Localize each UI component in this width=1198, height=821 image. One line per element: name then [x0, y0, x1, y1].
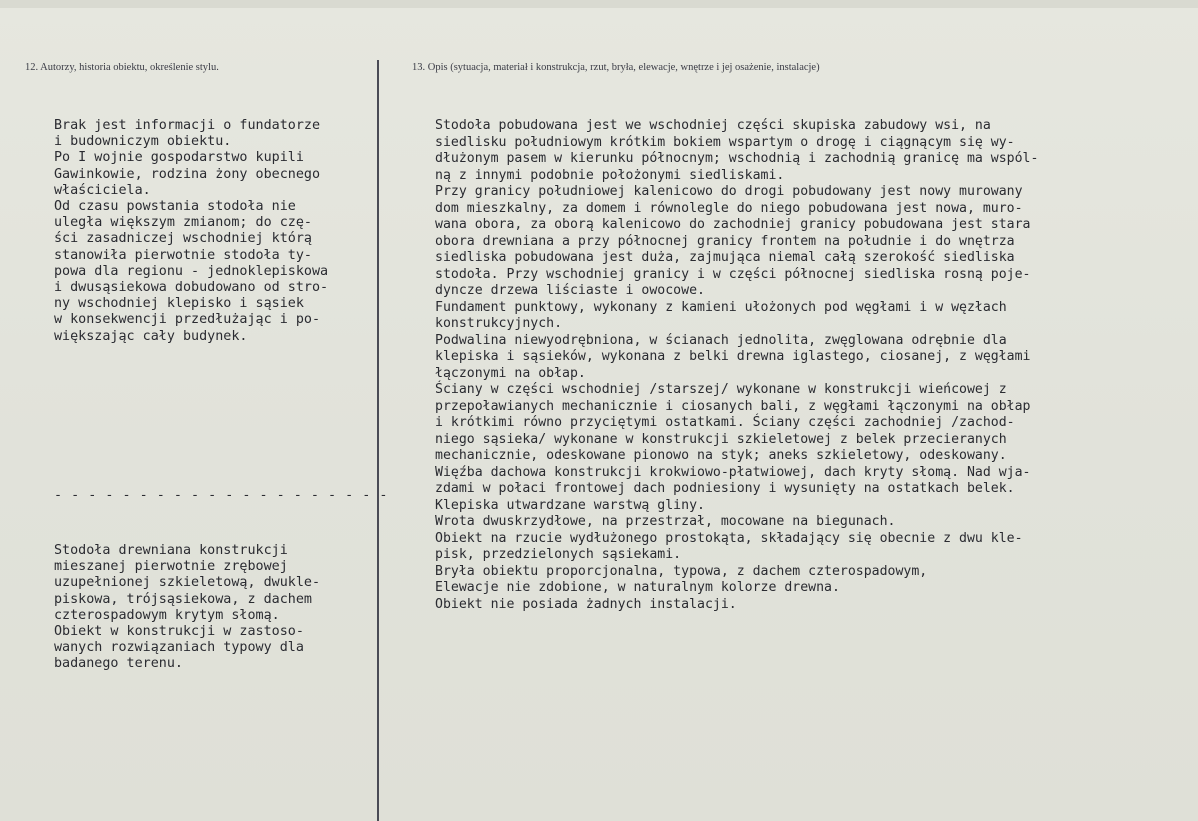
history-line: i dwusąsiekowa dobudowano od stro- [54, 280, 329, 296]
description-line: Podwalina niewyodrębniona, w ścianach jednolita, zwęglowana odrębnie dla [435, 332, 1007, 348]
description-line: Klepiska utwardzane warstwą gliny. [435, 497, 705, 513]
description-line: przepoławianych mechanicznie i ciosanych bali, z węgłami łączonymi na obłap [435, 398, 1031, 414]
description-line: siedlisku południowym krótkim bokiem wspartym o drogę i ciągnącym się wy- [435, 134, 1015, 150]
history-line: stanowiła pierwotnie stodoła ty- [54, 247, 312, 263]
style-line: badanego terenu. [54, 656, 183, 672]
description-line: siedliska pobudowana jest duża, zajmująca niemal całą szerokość siedliska [435, 250, 1015, 265]
history-line: uległa większym zmianom; do czę- [54, 215, 312, 231]
history-line: Gawinkowie, rodzina żony obecnego [54, 166, 321, 182]
description-line: Wrota dwuskrzydłowe, na przestrzał, mocowane na biegunach. [435, 514, 896, 529]
style-line: Stodoła drewniana konstrukcji [54, 543, 288, 558]
top-edge [0, 0, 1198, 8]
description-line: konstrukcyjnych. [435, 316, 563, 331]
description-line: stodoła. Przy wschodniej granicy i w części północnej siedliska rosną poje- [435, 266, 1031, 282]
description-line: niego sąsieka/ wykonane w konstrukcji szkieletowej z belek przecieranych [435, 431, 1007, 447]
description-line: mechanicznie, odeskowane pionowo na styk; aneks szkieletowy, odeskowany. [435, 448, 1007, 463]
description-line: Przy granicy południowej kalenicowo do drogi pobudowany jest nowy murowany [435, 184, 1023, 199]
description-text-block [435, 118, 1038, 613]
description-line: dłużonym pasem w kierunku północnym; wschodnią i zachodnią granicę ma wspól- [435, 151, 1039, 166]
description-line: dyncze drzewa liściaste i owocowe. [435, 283, 705, 298]
description-line: wana obora, za oborą kalenicowo do zachodniej granicy pobudowana jest stara [435, 217, 1031, 232]
description-line: zdami w połaci frontowej dach podniesiony i wysunięty na ostatkach belek. [435, 481, 1015, 496]
history-text-block [54, 118, 328, 345]
dashed-separator: - - - - - - - - - - - - - - - - - - - - [54, 488, 388, 503]
section-13-header: 13. Opis (sytuacja, materiał i konstrukcja, rzut, bryła, elewacje, wnętrze i jej osażenie, instalacje) [412, 62, 820, 73]
style-line: Obiekt w konstrukcji w zastoso- [54, 624, 304, 640]
section-12-header: 12. Autorzy, historia obiektu, określenie stylu. [25, 62, 219, 73]
description-line: Fundament punktowy, wykonany z kamieni ułożonych pod węgłami i w węzłach [435, 299, 1007, 315]
description-line: i krótkimi równo przyciętymi ostatkami. Ściany części zachodniej /zachod- [435, 415, 1015, 430]
style-line: czterospadowym krytym słomą. [54, 607, 280, 623]
description-line: Stodoła pobudowana jest we wschodniej części skupiska zabudowy wsi, na [435, 118, 991, 133]
history-line: właściciela. [54, 182, 151, 198]
description-line: Obiekt na rzucie wydłużonego prostokąta, składający się obecnie z dwu kle- [435, 530, 1023, 546]
history-line: ści zasadniczej wschodniej którą [54, 231, 312, 247]
history-line: Brak jest informacji o fundatorze [54, 118, 321, 133]
description-line: obora drewniana a przy północnej granicy frontem na południe i do wnętrza [435, 233, 1015, 249]
history-line: Od czasu powstania stodoła nie [54, 199, 296, 215]
description-line: pisk, przedzielonych sąsiekami. [435, 547, 682, 562]
style-line: mieszanej pierwotnie zrębowej [54, 559, 288, 575]
description-line: Elewacje nie zdobione, w naturalnym kolorze drewna. [435, 580, 840, 595]
history-line: powa dla regionu - jednoklepiskowa [54, 263, 329, 279]
style-line: uzupełnionej szkieletową, dwukle- [54, 575, 321, 591]
description-line: dom mieszkalny, za domem i równolegle do niego pobudowana jest nowa, muro- [435, 200, 1023, 216]
description-line: klepiska i sąsieków, wykonana z belki drewna iglastego, ciosanej, z węgłami [435, 349, 1031, 364]
history-line: większając cały budynek. [54, 328, 248, 344]
column-divider [377, 60, 379, 821]
description-line: Więźba dachowa konstrukcji krokwiowo-płatwiowej, dach kryty słomą. Nad wja- [435, 464, 1031, 480]
history-line: w konsekwencji przedłużając i po- [54, 312, 321, 328]
history-line: i budowniczym obiektu. [54, 134, 232, 150]
history-line: ny wschodniej klepisko i sąsiek [54, 296, 304, 312]
style-line: piskowa, trójsąsiekowa, z dachem [54, 591, 312, 607]
description-line: łączonymi na obłap. [435, 365, 586, 381]
description-line: Bryła obiektu proporcjonalna, typowa, z dachem czterospadowym, [435, 563, 928, 579]
description-line: Obiekt nie posiada żadnych instalacji. [435, 596, 737, 612]
style-text-block [54, 543, 320, 673]
style-line: wanych rozwiązaniach typowy dla [54, 640, 304, 656]
history-line: Po I wojnie gospodarstwo kupili [54, 150, 304, 166]
description-line: ną z innymi podobnie położonymi siedliskami. [435, 167, 785, 183]
description-line: Ściany w części wschodniej /starszej/ wykonane w konstrukcji wieńcowej z [435, 382, 1007, 397]
